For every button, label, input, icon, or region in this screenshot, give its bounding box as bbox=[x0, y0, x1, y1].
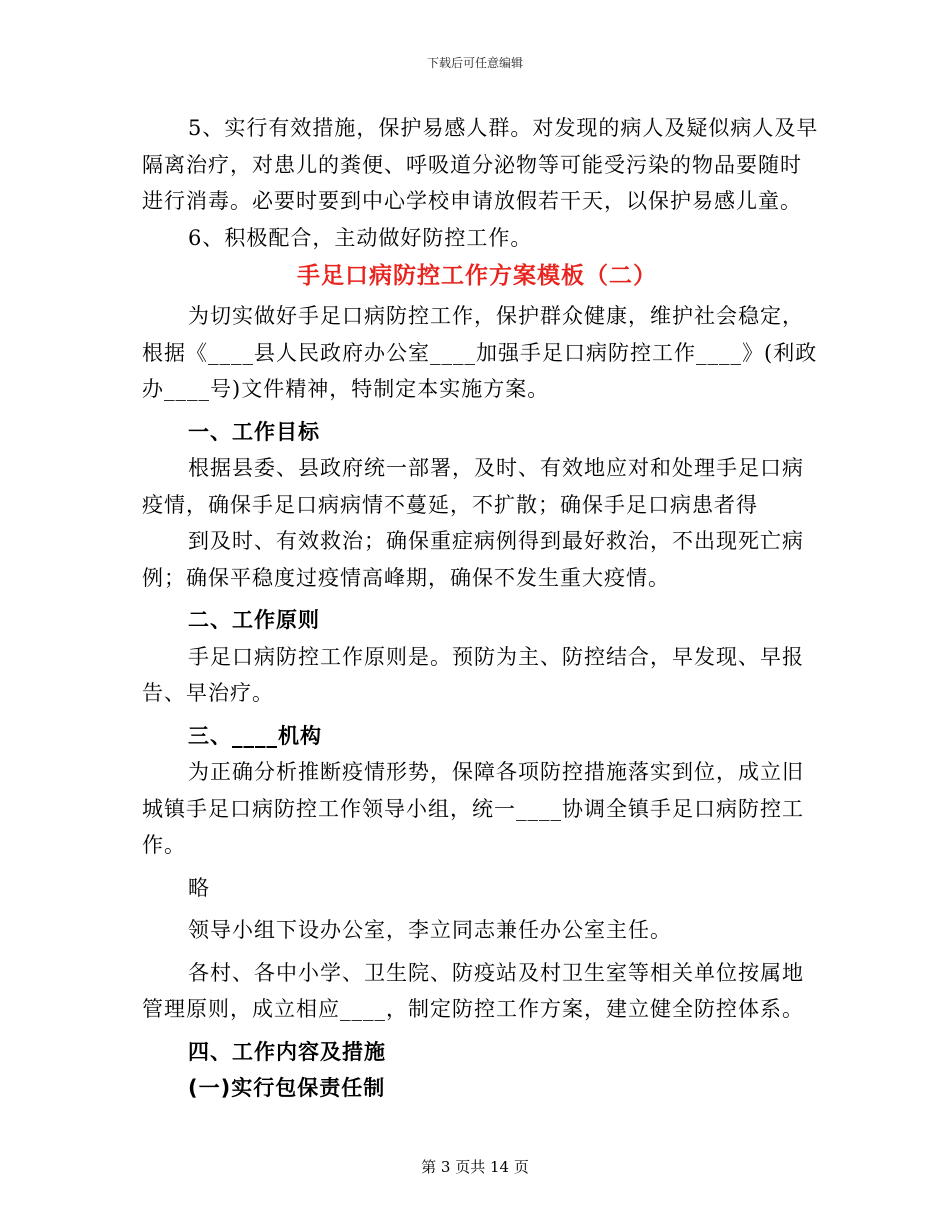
heading-organization: 三、____机构 bbox=[188, 723, 322, 748]
heading-principles: 二、工作原则 bbox=[188, 608, 320, 632]
item5-line1: 5、实行有效措施，保护易感人群。对发现的病人及疑似病人及早 bbox=[188, 116, 819, 140]
goal-line4: 例；确保平稳度过疫情高峰期，确保不发生重大疫情。 bbox=[142, 565, 670, 590]
item5-line3: 进行消毒。必要时要到中心学校申请放假若干天，以保护易感儿童。 bbox=[142, 189, 802, 213]
goal-line3: 到及时、有效救治；确保重症病例得到最好救治，不出现死亡病 bbox=[188, 529, 804, 553]
office-line: 领导小组下设办公室，李立同志兼任办公室主任。 bbox=[188, 918, 672, 942]
item6: 6、积极配合，主动做好防控工作。 bbox=[188, 225, 533, 250]
goal-line2: 疫情，确保手足口病病情不蔓延，不扩散；确保手足口病患者得 bbox=[142, 492, 758, 517]
units-line1: 各村、各中小学、卫生院、防疫站及村卫生室等相关单位按属地 bbox=[188, 960, 804, 985]
header-note: 下载后可任意编辑 bbox=[426, 56, 523, 70]
heading-goals: 一、工作目标 bbox=[188, 419, 320, 444]
subheading-responsibility: (一)实行包保责任制 bbox=[188, 1076, 386, 1100]
org-line2: 城镇手足口病防控工作领导小组，统一____协调全镇手足口病防控工 bbox=[142, 796, 804, 821]
item5-line2: 隔离治疗，对患儿的粪便、呼吸道分泌物等可能受污染的物品要随时 bbox=[142, 152, 802, 177]
section-title: 手足口病防控工作方案模板（二） bbox=[297, 263, 657, 289]
intro-line2: 根据《____县人民政府办公室____加强手足口病防控工作____》(利政 bbox=[142, 340, 818, 365]
intro-line1: 为切实做好手足口病防控工作，保护群众健康，维护社会稳定， bbox=[188, 304, 804, 328]
units-line2: 管理原则，成立相应____，制定防控工作方案，建立健全防控体系。 bbox=[142, 997, 804, 1021]
document-body bbox=[142, 110, 819, 1107]
org-line3: 作。 bbox=[142, 833, 186, 857]
principle-line1: 手足口病防控工作原则是。预防为主、防控结合，早发现、早报 bbox=[188, 644, 804, 669]
page-number: 第 3 页共 14 页 bbox=[421, 1158, 529, 1176]
omitted-note: 略 bbox=[188, 875, 210, 900]
org-line1: 为正确分析推断疫情形势，保障各项防控措施落实到位，成立旧 bbox=[188, 760, 804, 784]
intro-line3: 办____号)文件精神，特制定本实施方案。 bbox=[142, 377, 550, 401]
principle-line2: 告、早治疗。 bbox=[142, 681, 274, 705]
heading-measures: 四、工作内容及措施 bbox=[188, 1039, 386, 1064]
goal-line1: 根据县委、县政府统一部署，及时、有效地应对和处理手足口病 bbox=[188, 456, 804, 480]
